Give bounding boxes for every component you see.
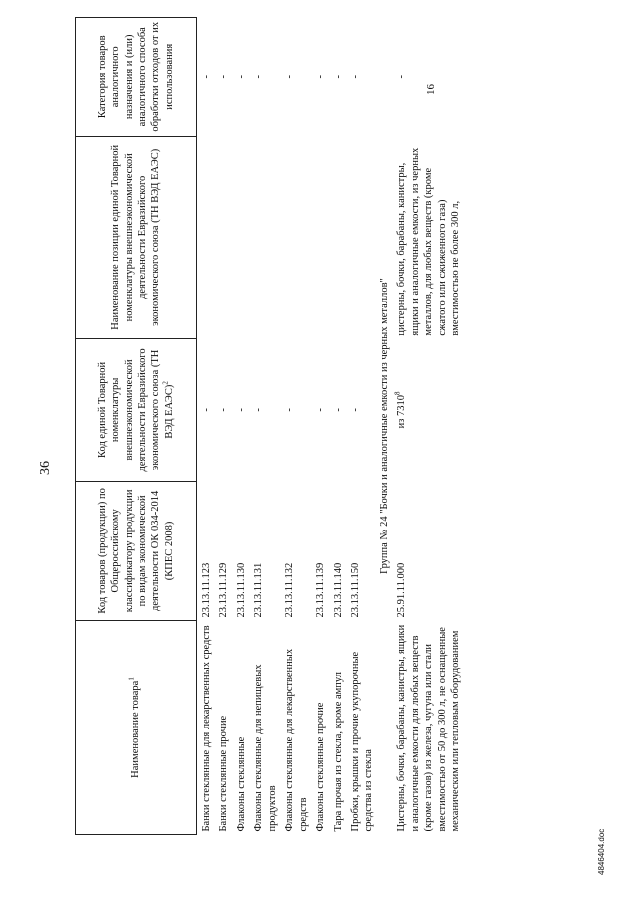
footnote-mark: 2 xyxy=(161,381,170,385)
category-cell: - xyxy=(332,75,344,79)
tnved-code-cell: - xyxy=(315,408,327,412)
header-okpd-code: Код товаров (продукции) по Общероссийскому классификатору продукции по видам экономической деятельности ОК 034-2014 (КПЕС 2008) xyxy=(76,481,197,620)
header-tnved-name: Наименование позиции единой Товарной номенклатуры внешнеэкономической деятельности Евразийского экономического союза (ТН ВЭД ЕАЭС) xyxy=(76,136,197,339)
table-row xyxy=(329,18,346,835)
okpd-code-cell: 23.13.11.140 xyxy=(332,562,344,618)
table-body xyxy=(197,18,464,835)
table-row xyxy=(197,18,215,835)
goods-name-cell: Тара прочая из стекла, кроме ампул xyxy=(332,672,344,832)
goods-name-cell: Флаконы стеклянные xyxy=(235,736,247,832)
category-cell: - xyxy=(315,75,327,79)
goods-name-cell: Цистерны, бочки, барабаны, канистры, ящики и аналогичные емкости для любых веществ (кроме газов) из железа, чугуна или стали вместимостью от 50 до 300 л, не оснащенные механическим или тепловым оборудованием xyxy=(396,624,461,832)
table-row xyxy=(280,18,311,835)
goods-name-cell: Флаконы стеклянные для непищевых продуктов xyxy=(253,664,278,832)
tnved-code-cell: - xyxy=(284,408,296,412)
tnved-code-cell: - xyxy=(349,408,361,412)
okpd-code-cell: 23.13.11.129 xyxy=(218,562,230,618)
goods-name-cell: Флаконы стеклянные для лекарственных средств xyxy=(284,648,309,832)
category-cell: - xyxy=(349,75,361,79)
table-row xyxy=(214,18,231,835)
table-row xyxy=(249,18,280,835)
table-row xyxy=(392,18,463,835)
tnved-name-cell xyxy=(280,136,311,339)
okpd-code-cell: 23.13.11.123 xyxy=(201,562,212,618)
page-number: 36 xyxy=(38,461,53,475)
table-row xyxy=(346,18,377,835)
okpd-code-cell: 23.13.11.150 xyxy=(349,562,361,618)
category-cell: - xyxy=(218,75,230,79)
goods-table xyxy=(75,17,463,835)
category-cell: - xyxy=(253,75,265,79)
okpd-code-cell: 23.13.11.139 xyxy=(315,562,327,618)
tnved-code-cell: из 7310$^8$ xyxy=(393,391,408,429)
category-cell: - xyxy=(284,75,296,79)
okpd-code-cell: 23.13.11.131 xyxy=(253,562,265,618)
okpd-code-cell: 25.91.11.000 xyxy=(396,562,408,618)
group-heading-row xyxy=(377,18,392,835)
tnved-name-cell xyxy=(249,136,280,339)
goods-name-cell: Пробки, крышки и прочие укупорочные средства из стекла xyxy=(349,651,375,832)
tnved-name-cell xyxy=(346,136,377,339)
tnved-name-cell: цистерны, бочки, барабаны, канистры, ящики и аналогичные емкости, из черных металлов, для любых веществ (кроме сжатого или сжиженного газа) вместимостью не более 300 л, xyxy=(396,147,461,336)
category-cell: - xyxy=(201,75,212,79)
tnved-name-cell xyxy=(329,136,346,339)
tnved-code-cell: - xyxy=(253,408,265,412)
goods-name-cell: Флаконы стеклянные прочие xyxy=(315,702,327,832)
table-header xyxy=(76,18,197,835)
corner-number: 16 xyxy=(425,84,437,95)
tnved-code-cell: - xyxy=(235,408,247,412)
footer-file-code: 4846404.doc xyxy=(597,828,606,875)
goods-name-cell: Банки стеклянные для лекарственных средств xyxy=(201,625,212,832)
tnved-code-cell: - xyxy=(201,408,212,412)
footnote-mark: 1 xyxy=(127,677,136,681)
header-goods-name: Наименование товара$^1$ xyxy=(76,620,197,834)
tnved-name-cell xyxy=(232,136,249,339)
table-row xyxy=(232,18,249,835)
goods-name-cell: Банки стеклянные прочие xyxy=(218,715,230,832)
category-cell: - xyxy=(396,75,408,79)
tnved-code-cell: - xyxy=(218,408,230,412)
category-cell: - xyxy=(235,75,247,79)
header-tnved-code: Код единой Товарной номенклатуры внешнеэкономической деятельности Евразийского экономического союза (ТН ВЭД ЕАЭС)$^2$ xyxy=(76,339,197,482)
group-title: Группа № 24 "Бочки и аналогичные емкости из черных металлов" xyxy=(378,278,390,574)
header-category: Категория товаров аналогичного назначения и (или) аналогичного способа обработки отходов от их использования xyxy=(76,18,197,137)
okpd-code-cell: 23.13.11.132 xyxy=(284,562,296,618)
tnved-code-cell: - xyxy=(332,408,344,412)
tnved-name-cell xyxy=(214,136,231,339)
okpd-code-cell: 23.13.11.130 xyxy=(235,562,247,618)
footnote-mark: 8 xyxy=(393,391,402,395)
table-row xyxy=(311,18,328,835)
tnved-name-cell xyxy=(311,136,328,339)
tnved-name-cell xyxy=(197,136,215,339)
